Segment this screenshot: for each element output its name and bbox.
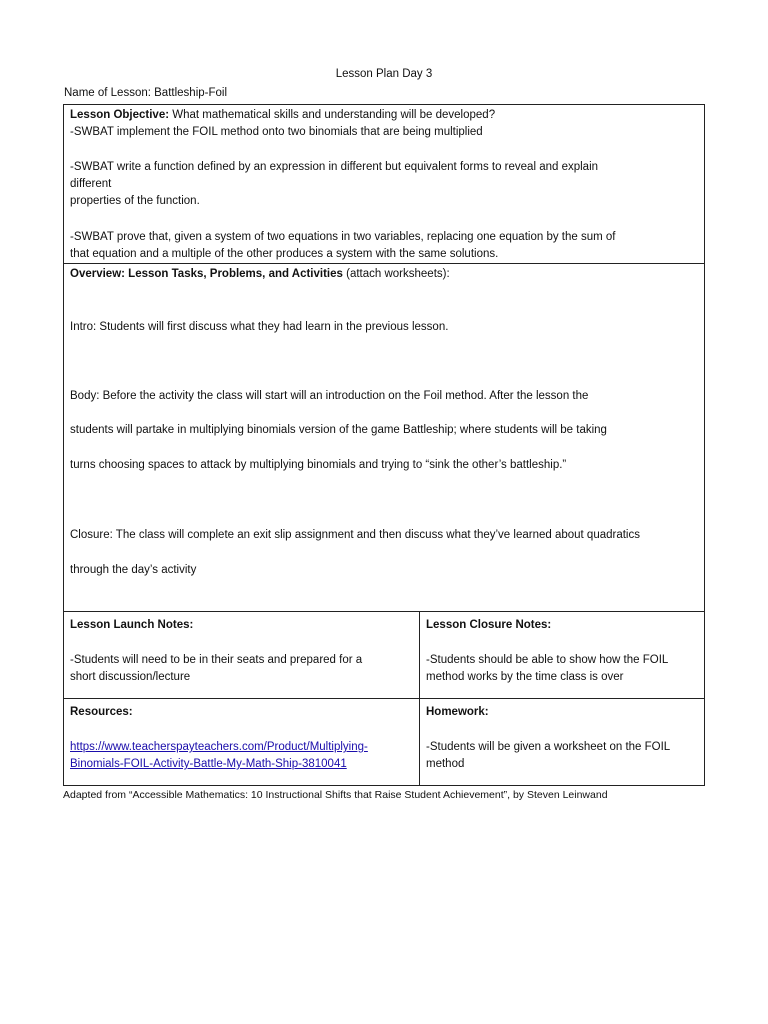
homework-label: Homework: [426, 706, 489, 718]
launch-notes-text-2: short discussion/lecture [70, 671, 191, 683]
closure-notes-text-2: method works by the time class is over [426, 671, 624, 683]
overview-closure-1: Closure: The class will complete an exit slip assignment and then discuss what they’ve learned about quadratics [70, 529, 640, 541]
closure-notes-cell [419, 611, 705, 699]
overview-body-3: turns choosing spaces to attack by multiplying binomials and trying to “sink the other’s battleship.” [70, 459, 567, 471]
overview-heading [70, 266, 450, 283]
objective-cell [63, 104, 705, 264]
objective-label: Lesson Objective: [70, 109, 170, 121]
homework-cell [419, 698, 705, 786]
closure-notes-label: Lesson Closure Notes: [426, 619, 552, 631]
closure-notes-text-1: -Students should be able to show how the FOIL [426, 654, 669, 666]
resources-cell [63, 698, 420, 786]
homework-text-2: method [426, 758, 465, 770]
objective-line-2c: properties of the function. [70, 195, 200, 207]
overview-cell [63, 263, 705, 612]
objective-line-1: -SWBAT implement the FOIL method onto two binomials that are being multiplied [70, 126, 483, 138]
overview-body-2: students will partake in multiplying binomials version of the game Battleship; where students will be taking [70, 424, 607, 436]
resource-link-line-1[interactable]: https://www.teacherspayteachers.com/Product/Multiplying- [70, 741, 368, 753]
resource-link-line-2[interactable]: Binomials-FOIL-Activity-Battle-My-Math-Ship-3810041 [70, 758, 347, 770]
lesson-name-label: Name of Lesson: [64, 87, 151, 99]
objective-question: What mathematical skills and understanding will be developed? [172, 109, 496, 121]
footer-citation: Adapted from “Accessible Mathematics: 10 Instructional Shifts that Raise Student Achievement”, by Steven Leinwand [63, 789, 608, 801]
objective-line-2a: -SWBAT write a function defined by an expression in different but equivalent forms to reveal and explain [70, 161, 599, 173]
lesson-name-value: Battleship-Foil [154, 87, 228, 99]
overview-note: (attach worksheets): [346, 268, 450, 280]
overview-body-1: Body: Before the activity the class will start will an introduction on the Foil method. After the lesson the [70, 390, 589, 402]
launch-notes-cell [63, 611, 420, 699]
overview-label: Overview: Lesson Tasks, Problems, and Activities [70, 268, 343, 280]
lesson-name [64, 85, 227, 102]
page-title: Lesson Plan Day 3 [335, 68, 433, 80]
launch-notes-text-1: -Students will need to be in their seats and prepared for a [70, 654, 363, 666]
lesson-plan-table [63, 104, 705, 786]
overview-intro: Intro: Students will first discuss what they had learn in the previous lesson. [70, 321, 449, 333]
launch-notes-label: Lesson Launch Notes: [70, 619, 194, 631]
objective-line-3a: -SWBAT prove that, given a system of two equations in two variables, replacing one equation by the sum of [70, 231, 616, 243]
resources-label: Resources: [70, 706, 133, 718]
objective-heading [70, 107, 495, 124]
objective-line-3b: that equation and a multiple of the other produces a system with the same solutions. [70, 248, 499, 260]
overview-closure-2: through the day’s activity [70, 564, 197, 576]
objective-line-2b: different [70, 178, 112, 190]
homework-text-1: -Students will be given a worksheet on the FOIL [426, 741, 671, 753]
